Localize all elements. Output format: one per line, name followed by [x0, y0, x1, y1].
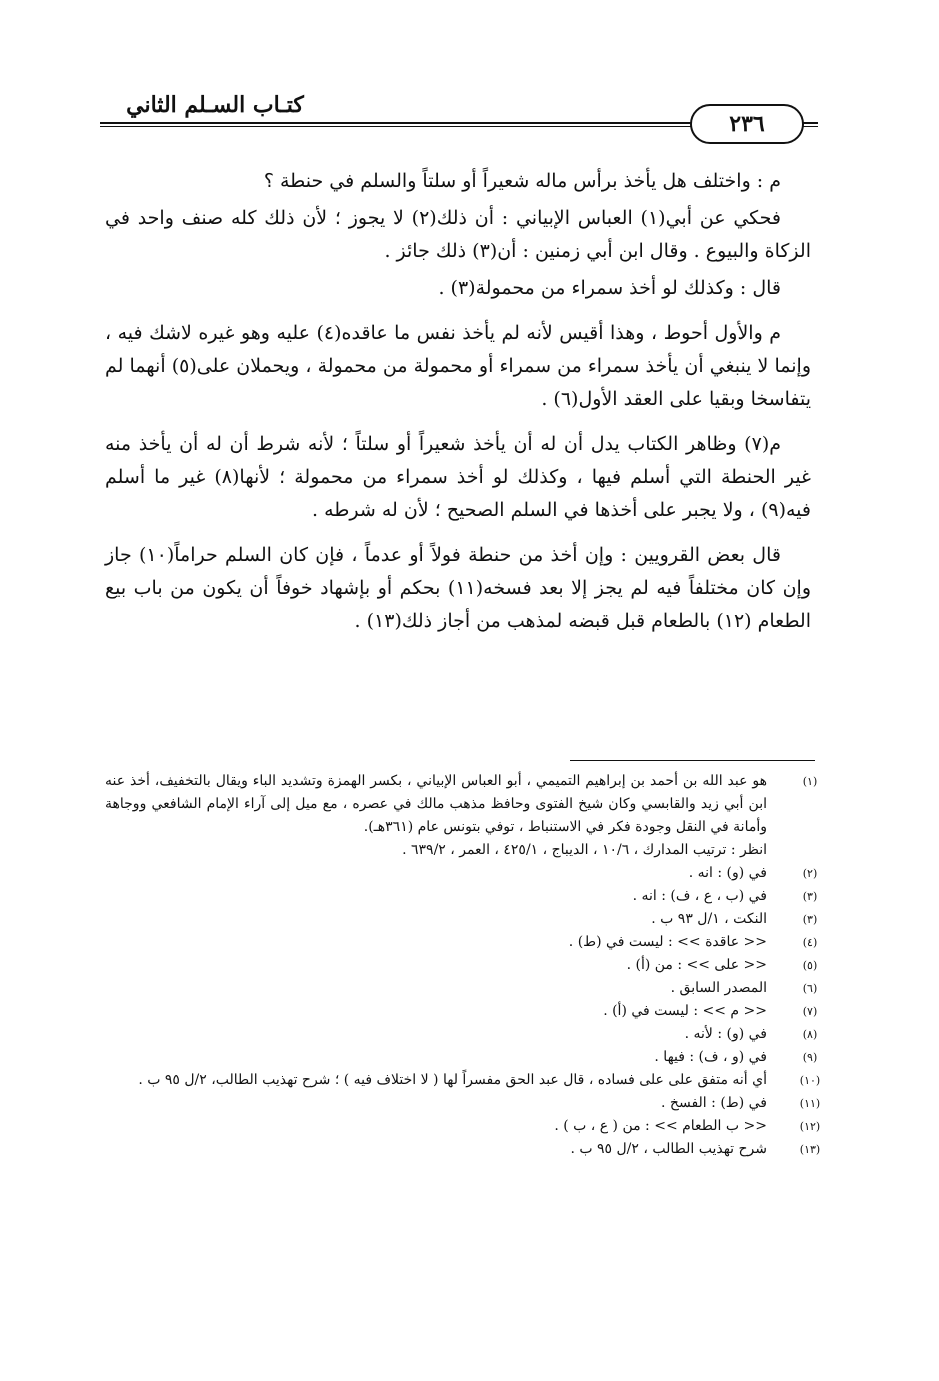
footnote — [105, 770, 825, 839]
footnote — [105, 1092, 825, 1115]
footnote-number: (٥) — [802, 959, 818, 972]
footnote-text: شرح تهذيب الطالب ، ٢/ل ٩٥ ب . — [570, 1141, 767, 1157]
footnote-number: (٦) — [802, 982, 818, 995]
footnote — [105, 1138, 825, 1161]
paragraph: قال : وكذلك لو أخذ سمراء من محمولة(٣) . — [438, 277, 781, 299]
footnote-number: (٣) — [802, 890, 818, 903]
main-text — [105, 165, 811, 642]
footnote-text: << على >> : من (أ) . — [626, 957, 767, 973]
footnote-text: في (ط) : الفسخ . — [661, 1095, 767, 1111]
paragraph: قال بعض القرويين : وإن أخذ من حنطة فولاً أو عدماً ، فإن كان السلم حراماً(١٠) جاز وإن كان مختلفاً فيه لم يجز إلا بعد فسخه(١١) بحكم أو بإشهاد خوفاً أن يكون من باب بيع الطعام (١٢) بالطعام قبل قبضه لمذهب من أجاز ذلك(١٣) . — [105, 544, 811, 632]
footnote-separator — [570, 760, 815, 761]
footnote-text: << م >> : ليست في (أ) . — [603, 1003, 767, 1019]
footnote-text: في (و) : لأنه . — [684, 1026, 767, 1042]
paragraph: م(٧) وظاهر الكتاب يدل أن له أن يأخذ شعيراً أو سلتاً ؛ لأنه شرط أن له أن يأخذ منه غير الحنطة التي أسلم فيها ، وكذلك لو أخذ سمراء من محمولة ؛ لأنها(٨) غير ما أسلم فيه(٩) ، ولا يجبر على أخذها في السلم الصحيح ؛ لأن له شرطه . — [105, 433, 811, 521]
footnote — [105, 1069, 825, 1092]
footnote — [105, 862, 825, 885]
footnote-number: (١٣) — [799, 1143, 821, 1156]
footnote — [105, 885, 825, 908]
paragraph: فحكي عن أبي(١) العباس الإبياني : أن ذلك(٢) لا يجوز ؛ لأن ذلك كله صنف واحد في الزكاة والبيوع . وقال ابن أبي زمنين : أن(٣) ذلك جائز . — [105, 207, 811, 262]
footnote-number: (١٢) — [799, 1120, 821, 1133]
footnote-text: في (و ، ف) : فيها . — [654, 1049, 767, 1065]
footnotes — [105, 770, 825, 1161]
footnote-text: النكت ، ١/ل ٩٣ ب . — [651, 911, 767, 927]
paragraph: م : واختلف هل يأخذ برأس ماله شعيراً أو سلتاً والسلم في حنطة ؟ — [263, 170, 781, 192]
footnote-number: (١١) — [799, 1097, 821, 1110]
footnote — [105, 1046, 825, 1069]
footnote — [105, 908, 825, 931]
footnote-number: (١٠) — [799, 1074, 821, 1087]
footnote — [105, 954, 825, 977]
footnote-text: << عاقدة >> : ليست في (ط) . — [568, 934, 767, 950]
footnote-number: (١) — [802, 775, 818, 788]
footnote — [105, 839, 825, 862]
footnote-text: هو عبد الله بن أحمد بن إبراهيم التميمي ، أبو العباس الإبياني ، بكسر الهمزة وتشديد الباء ويقال بالتخفيف، أخذ عنه ابن أبي زيد والقابسي وكان شيخ الفتوى وحافظ مذهب مالك في عصره ، مع ميل إلى آراء الإمام الشافعي ووجاهة وأمانة في النقل وجودة فكر في الاستنباط ، توفي بتونس عام (٣٦١هـ). — [105, 773, 767, 835]
footnote-number: (٩) — [802, 1051, 818, 1064]
footnote-text: << ب الطعام >> : من ( ع ، ب ) . — [554, 1118, 767, 1134]
footnote-number: (٨) — [802, 1028, 818, 1041]
footnote-number: (٤) — [802, 936, 818, 949]
footnote — [105, 1115, 825, 1138]
footnote-text: أي أنه متفق على على فساده ، قال عبد الحق مفسراً لها ( لا اختلاف فيه ) ؛ شرح تهذيب الطالب، ٢/ل ٩٥ ب . — [138, 1072, 767, 1088]
footnote — [105, 1023, 825, 1046]
footnote — [105, 931, 825, 954]
footnote-text: المصدر السابق . — [670, 980, 767, 996]
running-header-title: كتـاب السـلم الثاني — [126, 92, 304, 118]
footnote-text: في (ب ، ع ، ف) : انه . — [632, 888, 767, 904]
page-number-badge: ٢٣٦ — [690, 104, 804, 144]
footnote-number: (٧) — [802, 1005, 818, 1018]
footnote-number: (٣) — [802, 913, 818, 926]
footnote — [105, 1000, 825, 1023]
footnote-text: انظر : ترتيب المدارك ، ١٠/٦ ، الديباج ، ٤٢٥/١ ، العمر ، ٦٣٩/٢ . — [402, 842, 767, 858]
paragraph: م والأول أحوط ، وهذا أقيس لأنه لم يأخذ نفس ما عاقده(٤) عليه وهو غيره لاشك فيه ، وإنما لا ينبغي أن يأخذ سمراء من سمراء أو محمولة من محمولة ، ويحملان على(٥) أنهما لم يتفاسخا وبقيا على العقد الأول(٦) . — [105, 322, 811, 410]
footnote — [105, 977, 825, 1000]
footnote-number: (٢) — [802, 867, 818, 880]
footnote-text: في (و) : انه . — [688, 865, 767, 881]
